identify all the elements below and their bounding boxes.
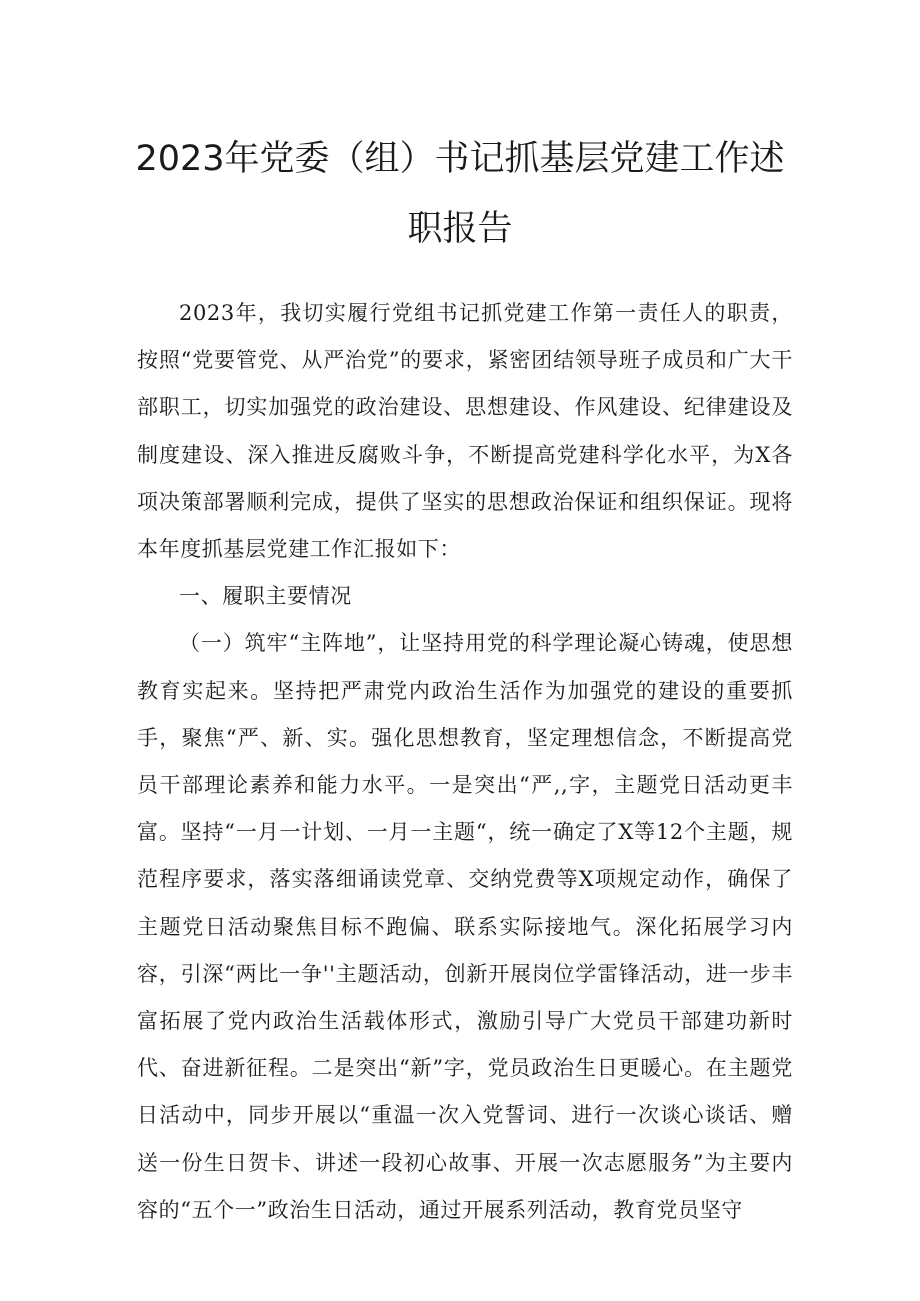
document-title: 2023年党委（组）书记抓基层党建工作述职报告 bbox=[135, 139, 785, 249]
paragraph-section-1: （一）筑牢“主阵地”，让坚持用党的科学理论凝心铸魂，使思想教育实起来。坚持把严肃党内政治生活作为加强党的建设的重要抓手，聚焦“严、新、实。强化思想教育，坚定理想信念，不断提高党员干部理论素养和能力水平。一是突出“严,,字，主题党日活动更丰富。坚持“一月一计划、一月一主题“，统一确定了X等12个主题，规范程序要求，落实落细诵读党章、交纳党费等X项规定动作，确保了主题党日活动聚焦目标不跑偏、联系实际接地气。深化拓展学习内容，引深“两比一争''主题活动，创新开展岗位学雷锋活动，进一步丰富拓展了党内政治生活载体形式，激励引导广大党员干部建功新时代、奋进新征程。二是突出“新”字，党员政治生日更暖心。在主题党日活动中，同步开展以“重温一次入党誓词、进行一次谈心谈话、赠送一份生日贺卡、讲述一段初心故事、开展一次志愿服务”为主要内容的“五个一”政治生日活动，通过开展系列活动，教育党员坚守 bbox=[137, 631, 793, 1222]
section-heading: 一、履职主要情况 bbox=[179, 584, 352, 609]
document-body bbox=[137, 290, 793, 1234]
paragraph-intro: 2023年，我切实履行党组书记抓党建工作第一责任人的职责，按照“党要管党、从严治党”的要求，紧密团结领导班子成员和广大干部职工，切实加强党的政治建设、思想建设、作风建设、纪律建设及制度建设、深入推进反腐败斗争，不断提高党建科学化水平，为X各项决策部署顺利完成，提供了坚实的思想政治保证和组织保证。现将本年度抓基层党建工作汇报如下： bbox=[137, 301, 793, 562]
